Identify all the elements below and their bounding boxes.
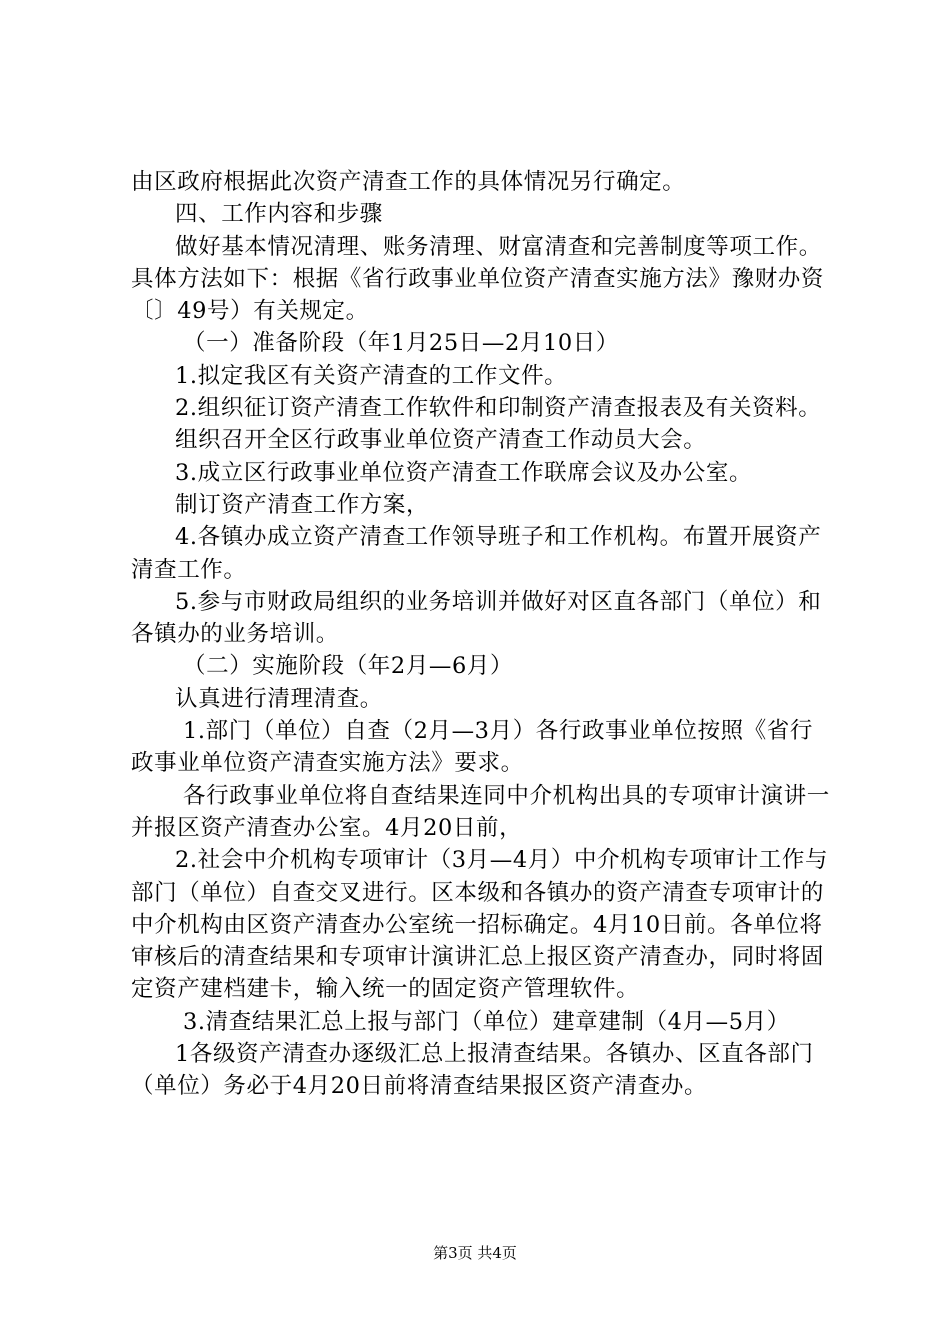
section-heading-work-content: 四、工作内容和步骤 (175, 201, 383, 228)
page-number-footer: 第3页 共4页 (433, 1244, 517, 1262)
paragraph-7: 组织召开全区行政事业单位资产清查工作动员大会。 (175, 427, 707, 454)
list-item-2: 2.组织征订资产清查工作软件和印制资产清查报表及有关资料。 (175, 395, 822, 422)
list-item-audit: 2.社会中介机构专项审计（3月—4月）中介机构专项审计工作与部门（单位）自查交叉进行。区本级和各镇办的资产清查专项审计的中介机构由区资产清查办公室统一招标确定。4月10日前。各单位将审核后的清查结果和专项审计演讲汇总上报区资产清查办，同时将固定资产建档建卡，输入统一的固定资产管理软件。 (131, 847, 829, 1003)
paragraph-9: 制订资产清查工作方案， (175, 491, 430, 518)
paragraph-18: 1各级资产清查办逐级汇总上报清查结果。各镇办、区直各部门（单位）务必于4月20日前将清查结果报区资产清查办。 (131, 1041, 814, 1100)
paragraph-15: 各行政事业单位将自查结果连同中介机构出具的专项审计演讲一并报区资产清查办公室。4月20日前， (131, 782, 830, 841)
paragraph-3: 做好基本情况清理、账务清理、财富清查和完善制度等项工作。具体方法如下：根据《省行政事业单位资产清查实施方法》豫财办资〔〕49号）有关规定。 (131, 233, 825, 325)
list-item-3: 3.成立区行政事业单位资产清查工作联席会议及办公室。 (175, 459, 753, 486)
list-item-self-check: 1.部门（单位）自查（2月—3月）各行政事业单位按照《省行政事业单位资产清查实施方法》要求。 (131, 718, 813, 777)
paragraph-13: 认真进行清理清查。 (175, 685, 383, 712)
list-item-summary-report: 3.清查结果汇总上报与部门（单位）建章建制（4月—5月） (183, 1008, 790, 1035)
paragraph-1: 由区政府根据此次资产清查工作的具体情况另行确定。 (131, 169, 686, 195)
list-item-1: 1.拟定我区有关资产清查的工作文件。 (175, 362, 568, 389)
subheading-implementation-stage: （二）实施阶段（年2月—6月） (183, 653, 514, 680)
subheading-preparation-stage: （一）准备阶段（年1月25日—2月10日） (183, 330, 619, 357)
document-body (131, 166, 831, 1103)
list-item-5: 5.参与市财政局组织的业务培训并做好对区直各部门（单位）和各镇办的业务培训。 (131, 588, 822, 648)
list-item-4: 4.各镇办成立资产清查工作领导班子和工作机构。布置开展资产清查工作。 (131, 524, 822, 583)
